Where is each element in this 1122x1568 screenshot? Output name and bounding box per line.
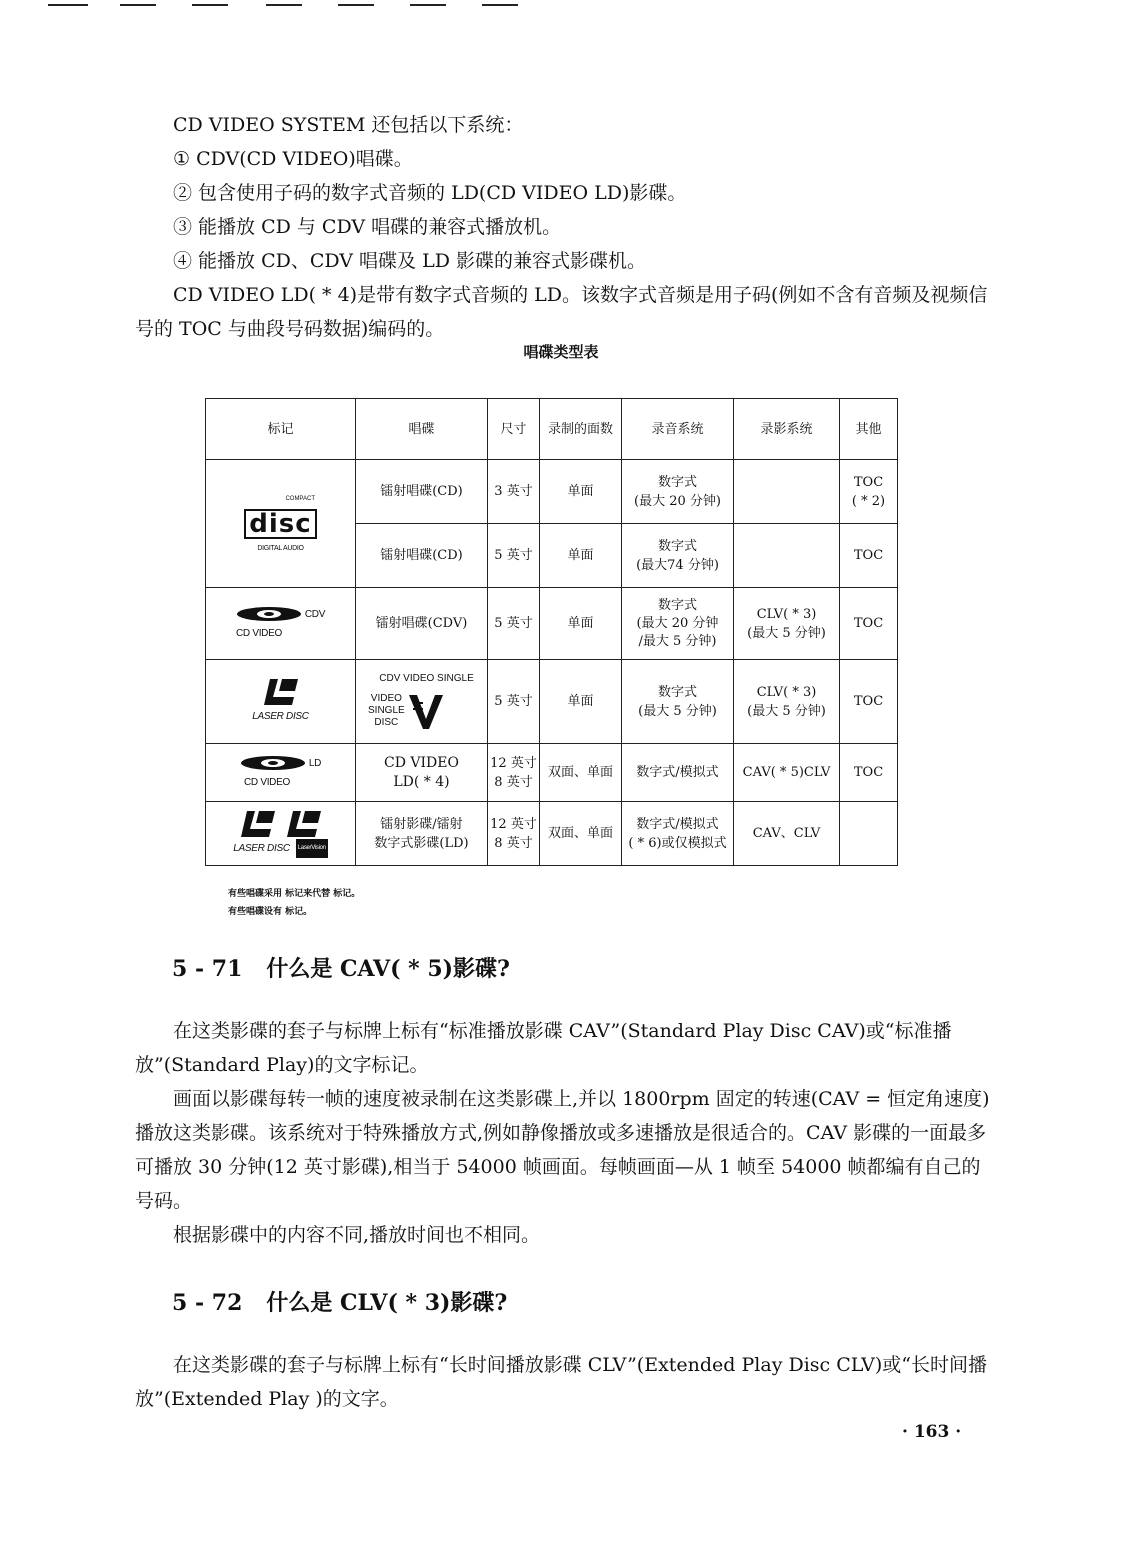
cell-audio: 数字式 (最大 5 分钟) bbox=[622, 660, 734, 744]
cell-other: TOC bbox=[840, 660, 898, 744]
sec72-paragraph-1: 在这类影碟的套子与标牌上标有“长时间播放影碟 CLV”(Extended Play Disc CLV)或“长时间播放”(Extended Play )的文字。 bbox=[135, 1354, 987, 1410]
table-footnote-2: 有些唱碟设有 标记。 bbox=[228, 907, 313, 917]
top-scan-marks bbox=[0, 0, 1122, 10]
cell-audio: 数字式 (最大 20 分钟 /最大 5 分钟) bbox=[622, 588, 734, 660]
cell-size: 5 英寸 bbox=[488, 660, 540, 744]
header-disc: 唱碟 bbox=[356, 399, 488, 460]
cdv-logo-cell bbox=[206, 588, 356, 660]
laserdisc-logo-cell bbox=[206, 660, 356, 744]
section-5-71-heading bbox=[172, 952, 510, 983]
cell-size: 12 英寸 8 英寸 bbox=[488, 744, 540, 802]
table-title: 唱碟类型表 bbox=[523, 343, 599, 361]
header-sides: 录制的面数 bbox=[540, 399, 622, 460]
video-single-disc-text: VIDEO SINGLE DISC bbox=[368, 692, 405, 728]
intro-lead: CD VIDEO SYSTEM 还包括以下系统： bbox=[173, 114, 524, 136]
table-row bbox=[206, 588, 898, 660]
intro-item-3: ③ 能播放 CD 与 CDV 唱碟的兼容式播放机。 bbox=[173, 216, 562, 238]
cell-audio: 数字式/模拟式 ( * 6)或仅模拟式 bbox=[622, 802, 734, 866]
intro-paragraph: CD VIDEO LD( * 4)是带有数字式音频的 LD。该数字式音频是用子码(例如不含有音频及视频信号的 TOC 与曲段号码数据)编码的。 bbox=[135, 284, 988, 340]
laser-disc-icon bbox=[264, 677, 298, 707]
logo-ld-text: LD bbox=[308, 757, 322, 769]
cell-disc-cdv-single bbox=[356, 660, 488, 744]
table-row bbox=[206, 460, 898, 524]
intro-item-4: ④ 能播放 CD、CDV 唱碟及 LD 影碟的兼容式影碟机。 bbox=[173, 250, 646, 272]
cell-size: 5 英寸 bbox=[488, 588, 540, 660]
logo-compact-text: COMPACT bbox=[285, 495, 315, 502]
cd-video-cdv-logo bbox=[208, 605, 353, 643]
header-audio: 录音系统 bbox=[622, 399, 734, 460]
cell-sides: 单面 bbox=[540, 660, 622, 744]
cell-video bbox=[734, 524, 840, 588]
section-title: 什么是 CAV( * 5)影碟? bbox=[266, 956, 510, 982]
video-single-v-icon bbox=[409, 691, 443, 731]
cell-audio: 数字式 (最大 20 分钟) bbox=[622, 460, 734, 524]
sec71-paragraph-1: 在这类影碟的套子与标牌上标有“标准播放影碟 CAV”(Standard Play Disc CAV)或“标准播放”(Standard Play)的文字标记。 bbox=[135, 1020, 952, 1076]
cell-size: 12 英寸 8 英寸 bbox=[488, 802, 540, 866]
header-video: 录影系统 bbox=[734, 399, 840, 460]
intro-item-2: ② 包含使用子码的数字式音频的 LD(CD VIDEO LD)影碟。 bbox=[173, 182, 687, 204]
compact-disc-logo bbox=[208, 490, 353, 558]
cd-logo-cell bbox=[206, 460, 356, 588]
table-row bbox=[206, 802, 898, 866]
section-title: 什么是 CLV( * 3)影碟? bbox=[266, 1290, 508, 1316]
disc-type-table bbox=[205, 398, 898, 866]
laser-disc-logo bbox=[208, 677, 353, 726]
laser-disc-icon bbox=[241, 809, 275, 839]
logo-cd-video-text: CD VIDEO bbox=[236, 627, 282, 639]
cdv-single-title: CDV VIDEO SINGLE bbox=[379, 672, 474, 684]
page-number: · 163 · bbox=[902, 1422, 962, 1442]
cell-video: CLV( * 3) (最大 5 分钟) bbox=[734, 660, 840, 744]
cd-video-disc-icon bbox=[236, 606, 302, 622]
cell-video: CLV( * 3) (最大 5 分钟) bbox=[734, 588, 840, 660]
cell-disc: 镭射唱碟(CDV) bbox=[356, 588, 488, 660]
cd-video-disc-icon bbox=[240, 755, 306, 771]
logo-digital-audio-text: DIGITAL AUDIO bbox=[257, 544, 304, 552]
logo-laservision-text: LaserVision bbox=[296, 839, 328, 858]
cell-other bbox=[840, 802, 898, 866]
ld-logo-cell bbox=[206, 802, 356, 866]
sec71-paragraph-3: 根据影碟中的内容不同,播放时间也不相同。 bbox=[173, 1224, 541, 1246]
cell-size: 3 英寸 bbox=[488, 460, 540, 524]
cell-sides: 双面、单面 bbox=[540, 744, 622, 802]
cell-video: CAV( * 5)CLV bbox=[734, 744, 840, 802]
intro-item-1: ① CDV(CD VIDEO)唱碟。 bbox=[173, 148, 413, 170]
cell-size: 5 英寸 bbox=[488, 524, 540, 588]
section-number: 5 - 71 bbox=[172, 956, 243, 982]
cell-other: TOC bbox=[840, 524, 898, 588]
header-size: 尺寸 bbox=[488, 399, 540, 460]
table-row bbox=[206, 744, 898, 802]
header-mark: 标记 bbox=[206, 399, 356, 460]
cell-sides: 单面 bbox=[540, 460, 622, 524]
cell-other: TOC ( * 2) bbox=[840, 460, 898, 524]
table-header-row bbox=[206, 399, 898, 460]
cell-audio: 数字式/模拟式 bbox=[622, 744, 734, 802]
section-5-71-body bbox=[135, 1014, 997, 1252]
cd-video-ld-logo bbox=[208, 754, 353, 792]
logo-disc-text: disc bbox=[244, 509, 316, 539]
cell-other: TOC bbox=[840, 588, 898, 660]
laser-vision-icon bbox=[287, 809, 321, 839]
cell-disc: 镭射影碟/镭射 数字式影碟(LD) bbox=[356, 802, 488, 866]
cell-sides: 单面 bbox=[540, 524, 622, 588]
cell-disc: 镭射唱碟(CD) bbox=[356, 524, 488, 588]
table-footnote-1: 有些唱碟采用 标记来代替 标记。 bbox=[228, 889, 361, 899]
section-number: 5 - 72 bbox=[172, 1290, 243, 1316]
cell-video: CAV、CLV bbox=[734, 802, 840, 866]
cdvideo-ld-logo-cell bbox=[206, 744, 356, 802]
cell-sides: 双面、单面 bbox=[540, 802, 622, 866]
cell-video bbox=[734, 460, 840, 524]
logo-cdv-text: CDV bbox=[304, 608, 326, 620]
sec71-paragraph-2: 画面以影碟每转一帧的速度被录制在这类影碟上,并以 1800rpm 固定的转速(CAV = 恒定角速度)播放这类影碟。该系统对于特殊播放方式,例如静像播放或多速播放是很适合的。CAV 影碟的一面最多可播放 30 分钟(12 英寸影碟),相当于 54000 帧画面。每帧画面—从 1 帧至 54000 帧都编有自己的号码。 bbox=[135, 1088, 990, 1212]
cell-sides: 单面 bbox=[540, 588, 622, 660]
section-5-72-heading bbox=[172, 1286, 507, 1317]
cell-disc: CD VIDEO LD( * 4) bbox=[356, 744, 488, 802]
cell-other: TOC bbox=[840, 744, 898, 802]
cell-disc: 镭射唱碟(CD) bbox=[356, 460, 488, 524]
laser-disc-pair-logo bbox=[208, 809, 353, 858]
intro-block bbox=[135, 108, 997, 346]
logo-laser-disc-text: LASER DISC bbox=[252, 711, 309, 722]
logo-cd-video-text: CD VIDEO bbox=[244, 776, 290, 788]
header-other: 其他 bbox=[840, 399, 898, 460]
section-5-72-body bbox=[135, 1348, 997, 1416]
table-row bbox=[206, 660, 898, 744]
logo-laser-disc-text: LASER DISC bbox=[233, 843, 290, 854]
cell-audio: 数字式 (最大74 分钟) bbox=[622, 524, 734, 588]
